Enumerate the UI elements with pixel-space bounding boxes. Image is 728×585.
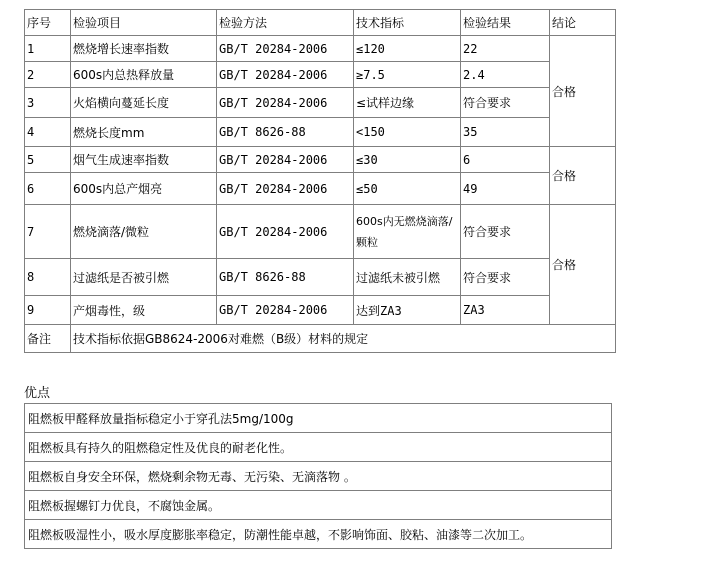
header-spec: 技术指标 <box>354 10 461 36</box>
cell-result: 49 <box>461 173 550 205</box>
cell-spec: 过滤纸未被引燃 <box>354 259 461 296</box>
cell-no: 6 <box>25 173 71 205</box>
cell-method: GB/T 20284-2006 <box>217 147 354 173</box>
cell-method: GB/T 20284-2006 <box>217 205 354 259</box>
cell-item: 过滤纸是否被引燃 <box>71 259 217 296</box>
advantage-text: 阻燃板吸湿性小，吸水厚度膨胀率稳定，防潮性能卓越，不影响饰面、胶粘、油漆等二次加工。 <box>25 520 612 549</box>
cell-spec: ≥7.5 <box>354 62 461 88</box>
table-row <box>25 259 616 296</box>
cell-result: 22 <box>461 36 550 62</box>
cell-result: ZA3 <box>461 296 550 325</box>
table-row <box>25 88 616 118</box>
cell-method: GB/T 20284-2006 <box>217 296 354 325</box>
inspection-table <box>24 9 616 353</box>
cell-item: 600s内总产烟亮 <box>71 173 217 205</box>
cell-method: GB/T 20284-2006 <box>217 36 354 62</box>
cell-result: 符合要求 <box>461 259 550 296</box>
header-item: 检验项目 <box>71 10 217 36</box>
cell-no: 1 <box>25 36 71 62</box>
cell-conclusion: 合格 <box>550 205 616 325</box>
table-header-row <box>25 10 616 36</box>
cell-spec: 600s内无燃烧滴落/颗粒 <box>354 205 461 259</box>
table-row <box>25 118 616 147</box>
cell-item: 产烟毒性，级 <box>71 296 217 325</box>
cell-spec: 达到ZA3 <box>354 296 461 325</box>
table-row <box>25 296 616 325</box>
table-row <box>25 147 616 173</box>
cell-spec: ≤30 <box>354 147 461 173</box>
cell-method: GB/T 20284-2006 <box>217 88 354 118</box>
cell-result: 符合要求 <box>461 205 550 259</box>
cell-no: 9 <box>25 296 71 325</box>
cell-no: 4 <box>25 118 71 147</box>
cell-no: 3 <box>25 88 71 118</box>
cell-item: 烟气生成速率指数 <box>71 147 217 173</box>
list-item <box>25 433 612 462</box>
list-item <box>25 462 612 491</box>
advantages-table <box>24 403 612 549</box>
advantage-text: 阻燃板具有持久的阻燃稳定性及优良的耐老化性。 <box>25 433 612 462</box>
cell-spec: ≤试样边缘 <box>354 88 461 118</box>
cell-spec: <150 <box>354 118 461 147</box>
list-item <box>25 404 612 433</box>
remark-text: 技术指标依据GB8624-2006对难燃（B级）材料的规定 <box>71 325 616 353</box>
cell-item: 600s内总热释放量 <box>71 62 217 88</box>
header-method: 检验方法 <box>217 10 354 36</box>
cell-item: 燃烧滴落/微粒 <box>71 205 217 259</box>
cell-spec: ≤120 <box>354 36 461 62</box>
cell-no: 7 <box>25 205 71 259</box>
list-item <box>25 491 612 520</box>
cell-spec: ≤50 <box>354 173 461 205</box>
cell-result: 符合要求 <box>461 88 550 118</box>
cell-method: GB/T 20284-2006 <box>217 62 354 88</box>
cell-no: 5 <box>25 147 71 173</box>
cell-method: GB/T 8626-88 <box>217 118 354 147</box>
header-conclusion: 结论 <box>550 10 616 36</box>
cell-item: 燃烧长度mm <box>71 118 217 147</box>
cell-no: 2 <box>25 62 71 88</box>
cell-method: GB/T 20284-2006 <box>217 173 354 205</box>
advantages-title: 优点 <box>24 386 51 401</box>
cell-result: 6 <box>461 147 550 173</box>
table-remark-row <box>25 325 616 353</box>
cell-conclusion: 合格 <box>550 36 616 147</box>
cell-no: 8 <box>25 259 71 296</box>
list-item <box>25 520 612 549</box>
table-row <box>25 62 616 88</box>
table-row <box>25 173 616 205</box>
advantage-text: 阻燃板自身安全环保，燃烧剩余物无毒、无污染、无滴落物 。 <box>25 462 612 491</box>
cell-result: 35 <box>461 118 550 147</box>
cell-method: GB/T 8626-88 <box>217 259 354 296</box>
header-no: 序号 <box>25 10 71 36</box>
cell-result: 2.4 <box>461 62 550 88</box>
header-result: 检验结果 <box>461 10 550 36</box>
advantage-text: 阻燃板握螺钉力优良，不腐蚀金属。 <box>25 491 612 520</box>
cell-conclusion: 合格 <box>550 147 616 205</box>
table-row <box>25 205 616 259</box>
advantage-text: 阻燃板甲醛释放量指标稳定小于穿孔法5mg/100g <box>25 404 612 433</box>
cell-item: 燃烧增长速率指数 <box>71 36 217 62</box>
remark-label: 备注 <box>25 325 71 353</box>
table-row <box>25 36 616 62</box>
cell-item: 火焰横向蔓延长度 <box>71 88 217 118</box>
